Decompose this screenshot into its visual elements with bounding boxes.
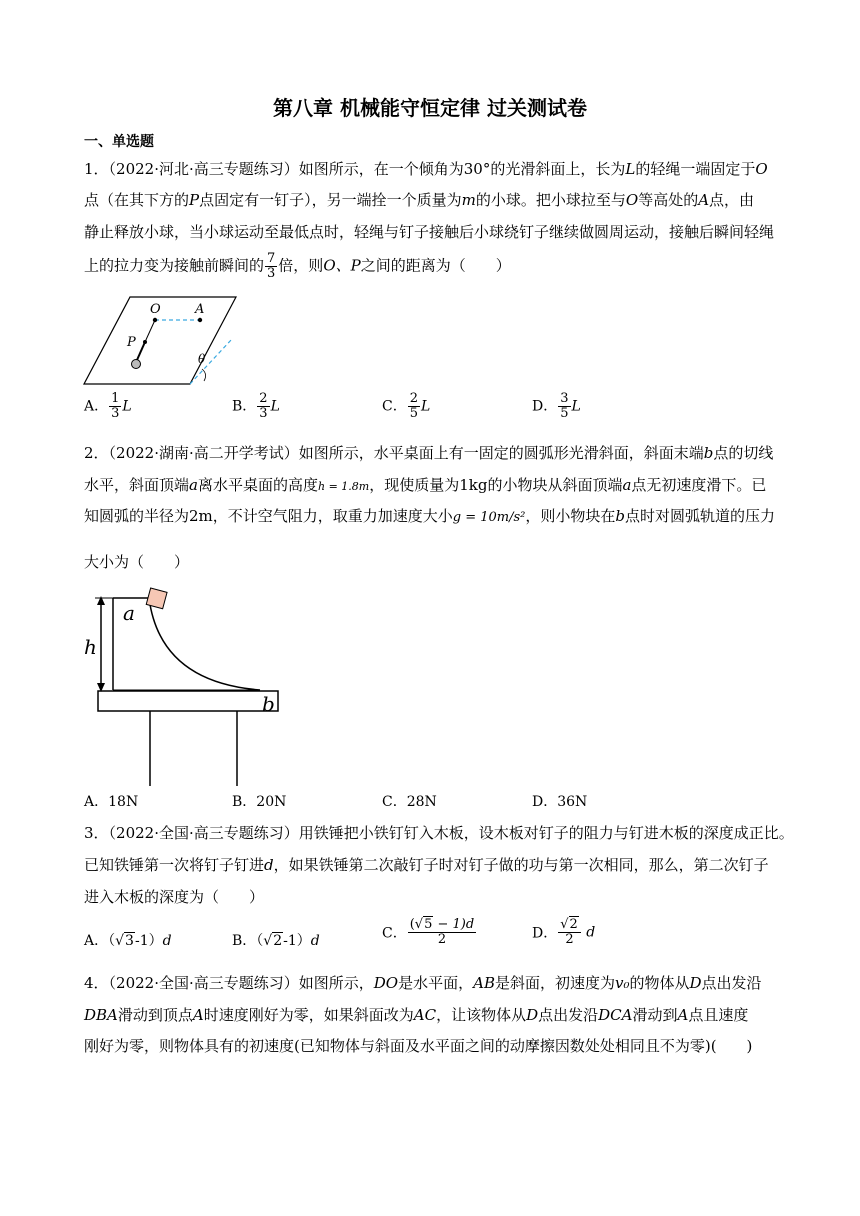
numerator-tail: − 1)d: [433, 917, 475, 932]
option-label: D．: [532, 925, 558, 942]
q2-option-d[interactable]: [532, 791, 587, 811]
q4-text: 点出发沿: [538, 1006, 599, 1024]
option-label: C．: [382, 794, 407, 810]
q1-fig-label-theta: θ: [198, 352, 206, 366]
option-value: 36N: [557, 794, 588, 810]
option-label: C．: [382, 398, 407, 415]
q2-text: 水平，斜面顶端: [84, 476, 190, 494]
fraction-denominator: 5: [409, 406, 418, 421]
q1-var-A: A: [698, 191, 710, 209]
q3-line-2: [84, 854, 769, 875]
q3-option-c[interactable]: [382, 918, 477, 947]
q4-line-2: [84, 1004, 748, 1025]
option-value: 20N: [256, 794, 287, 810]
q3-line-3: 进入木板的深度为（ ）: [84, 888, 265, 906]
option-fraction: [408, 392, 420, 421]
option-label: C．: [382, 925, 407, 942]
q2-line-2: [84, 474, 766, 495]
sqrt-expression: √2: [560, 917, 578, 932]
q1-text: 上的拉力变为接触前瞬间的: [84, 256, 265, 275]
q1-text: 点（在其下方的: [84, 191, 190, 209]
q2-height-eq: h = 1.8m: [317, 480, 370, 493]
q4-var-D: D: [689, 974, 702, 992]
option-fraction: [558, 918, 581, 947]
q2-ramp-figure: [80, 586, 290, 788]
q2-var-b: b: [703, 444, 714, 462]
q1-text: 倍，则: [278, 256, 324, 275]
radicand: 2: [569, 917, 578, 932]
q4-var-v0: v₀: [614, 974, 630, 992]
q4-text: ，让该物体从: [436, 1006, 527, 1024]
page-title: 第八章 机械能守恒定律 过关测试卷: [273, 96, 587, 120]
sqrt-expression: √2: [263, 933, 283, 949]
q2-fig-label-b: b: [262, 692, 275, 716]
option-var: d: [310, 933, 320, 949]
fraction-numerator: 2: [259, 391, 268, 406]
q2-fig-label-h: h: [84, 635, 97, 659]
q1-option-c[interactable]: [382, 392, 430, 421]
q2-text: ，现使质量为1kg的小物块从斜面顶端: [369, 476, 623, 494]
radicand: 2: [273, 933, 283, 949]
q1-line-3: 静止释放小球，当小球运动至最低点时，轻绳与钉子接触后小球绕钉子继续做圆周运动，接触后瞬间轻绳: [84, 223, 775, 241]
q2-var-a: a: [189, 476, 198, 494]
q4-var-DCA: DCA: [598, 1006, 633, 1024]
q1-text: 等高处的: [638, 191, 699, 209]
q3-option-d[interactable]: [532, 918, 595, 947]
q1-text: 点，由: [709, 191, 755, 209]
fraction-numerator: 2: [409, 391, 418, 406]
option-label: A．: [84, 794, 109, 810]
q2-text: 2．（2022·湖南·高二开学考试）如图所示，水平桌面上有一固定的圆弧形光滑斜面，斜面末端: [84, 444, 704, 462]
option-fraction: [109, 392, 121, 421]
q4-text: 时速度刚好为零，如果斜面改为: [203, 1006, 414, 1024]
q3-var-d: d: [264, 856, 274, 874]
option-text: -1）: [134, 933, 163, 949]
q2-line-3: [84, 505, 775, 526]
q4-text: 点出发沿: [701, 974, 762, 992]
fraction-denominator: 2: [565, 932, 574, 947]
section-heading: 一、单选题: [84, 134, 154, 150]
q4-var-A: A: [192, 1006, 204, 1024]
q2-text: 点时对圆弧轨道的压力: [625, 507, 776, 525]
q4-var-D: D: [526, 1006, 539, 1024]
q4-text: 的物体从: [629, 974, 690, 992]
option-label: A．: [84, 398, 109, 415]
q3-option-b[interactable]: [232, 930, 320, 950]
q2-text: ，则小物块在: [525, 507, 616, 525]
fraction-numerator: [558, 918, 581, 933]
q2-option-c[interactable]: [382, 791, 437, 811]
q4-line-3: 刚好为零，则物体具有的初速度(已知物体与斜面及水平面之间的动摩擦因数处处相同且不为零)( ): [84, 1037, 753, 1055]
option-label: B．: [232, 398, 257, 415]
fraction-numerator: 3: [560, 391, 569, 406]
q1-fraction: [265, 252, 277, 281]
q4-var-AC: AC: [413, 1006, 437, 1024]
q1-option-d[interactable]: [532, 392, 581, 421]
fraction-numerator: [408, 918, 476, 933]
q1-var-O: O: [625, 191, 639, 209]
q3-text: ，如果铁锤第二次敲钉子时对钉子做的功与第一次相同，那么，第二次钉子: [273, 856, 769, 874]
option-label: B．: [232, 794, 257, 810]
option-var: L: [421, 398, 431, 415]
paren: (: [409, 917, 415, 932]
q1-option-b[interactable]: [232, 392, 280, 421]
option-var: d: [162, 933, 172, 949]
q4-var-AB: AB: [473, 974, 495, 992]
q4-text: 滑动到顶点: [117, 1006, 193, 1024]
q2-line-4: 大小为（ ）: [84, 553, 190, 571]
option-label: D．: [532, 398, 558, 415]
q2-gravity-eq: g = 10m/s²: [452, 510, 526, 525]
q1-line-1: [84, 158, 768, 179]
q3-line-1: 3．（2022·全国·高三专题练习）用铁锤把小铁钉钉入木板，设木板对钉子的阻力与钉进木板的深度成正比。: [84, 824, 794, 842]
q2-line-1: [84, 442, 773, 463]
q2-text: 知圆弧的半径为2m，不计空气阻力，取重力加速度大小: [84, 507, 453, 525]
q1-text: 1．（2022·河北·高三专题练习）如图所示，在一个倾角为30°的光滑斜面上，长为: [84, 160, 626, 178]
q2-fig-label-a: a: [123, 601, 135, 625]
q1-line-4: [84, 252, 511, 281]
q1-text: 的轻绳一端固定于: [635, 160, 756, 178]
q4-text: 点且速度: [688, 1006, 749, 1024]
q1-var-L: L: [625, 160, 636, 178]
q1-incline-figure: [80, 294, 250, 390]
q1-text: 的小球。把小球拉至与: [475, 191, 626, 209]
option-text: -1）: [283, 933, 311, 949]
q2-option-b[interactable]: [232, 791, 286, 811]
option-label: B．（: [232, 933, 264, 949]
q1-option-a[interactable]: [84, 392, 132, 421]
q2-text: 点的切线: [713, 444, 774, 462]
option-fraction: [558, 392, 570, 421]
fraction-numerator: 1: [111, 391, 120, 406]
radicand: 5: [424, 917, 433, 932]
q4-text: 是斜面，初速度为: [494, 974, 615, 992]
fraction-denominator: 3: [267, 266, 276, 281]
q3-text: 已知铁锤第一次将钉子钉进: [84, 856, 265, 874]
q4-var-DO: DO: [373, 974, 399, 992]
option-label: D．: [532, 794, 558, 810]
fraction-denominator: 5: [560, 406, 569, 421]
q2-text: 点无初速度滑下。已: [631, 476, 767, 494]
option-value: 18N: [108, 794, 139, 810]
option-var: L: [122, 398, 132, 415]
fraction-denominator: 3: [259, 406, 268, 421]
option-fraction: [408, 918, 476, 947]
q2-var-a: a: [622, 476, 632, 494]
option-label: A．（: [84, 933, 116, 949]
q3-option-a[interactable]: [84, 930, 172, 950]
option-var: d: [586, 924, 596, 941]
q1-var-P: P: [189, 191, 200, 209]
option-fraction: [257, 392, 269, 421]
q1-vars-OP: O、P: [323, 256, 361, 275]
q1-line-2: [84, 189, 754, 210]
q1-text: 点固定有一钉子），另一端拴一个质量为: [199, 191, 462, 209]
radicand: 3: [125, 933, 134, 949]
fraction-denominator: 2: [437, 932, 447, 947]
q1-var-m: m: [461, 191, 476, 209]
q1-fig-label-A: A: [195, 302, 205, 317]
fraction-denominator: 3: [111, 406, 120, 421]
q4-text: 4．（2022·全国·高三专题练习）如图所示，: [84, 974, 374, 992]
q4-line-1: [84, 972, 762, 993]
q4-var-DBA: DBA: [84, 1006, 118, 1024]
option-value: 28N: [406, 794, 437, 810]
q4-text: 滑动到: [632, 1006, 678, 1024]
sqrt-expression: √5: [414, 917, 433, 932]
q2-var-b: b: [615, 507, 626, 525]
q1-text: 之间的距离为（ ）: [360, 256, 511, 275]
option-var: L: [571, 398, 581, 415]
q2-text: 离水平桌面的高度: [197, 476, 318, 494]
q1-fig-label-P: P: [127, 335, 136, 350]
q4-text: 是水平面，: [398, 974, 474, 992]
q2-option-a[interactable]: [84, 791, 138, 811]
option-var: L: [270, 398, 280, 415]
sqrt-expression: √3: [115, 933, 134, 949]
q1-var-O: O: [755, 160, 768, 178]
q1-fig-label-O: O: [150, 302, 161, 317]
fraction-numerator: 7: [267, 251, 276, 266]
q4-var-A: A: [677, 1006, 689, 1024]
